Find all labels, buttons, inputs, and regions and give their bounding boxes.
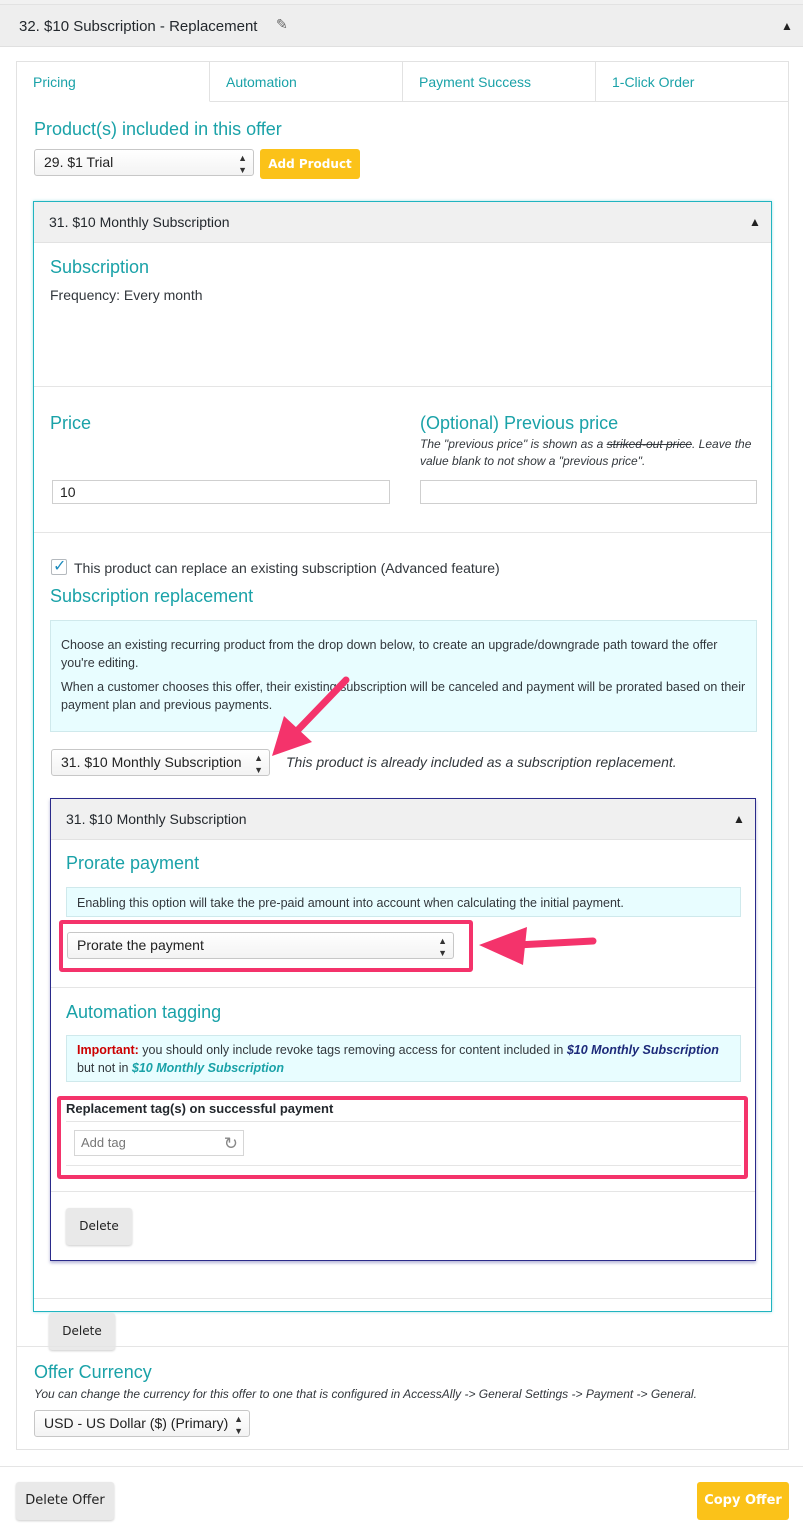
product-panel bbox=[33, 201, 772, 1338]
tab-automation[interactable]: Automation bbox=[210, 62, 403, 102]
replace-subscription-checkbox[interactable] bbox=[51, 559, 67, 575]
offer-tabs bbox=[17, 62, 788, 102]
pointer-arrow-icon bbox=[266, 672, 356, 762]
prorate-select[interactable] bbox=[67, 932, 454, 959]
tab-pricing[interactable]: Pricing bbox=[17, 62, 210, 102]
prorate-info-box bbox=[66, 887, 741, 917]
divider bbox=[66, 1121, 741, 1122]
divider bbox=[34, 386, 771, 387]
product-select-value: 29. $1 Trial bbox=[44, 154, 114, 170]
replacement-tags-label: Replacement tag(s) on successful payment bbox=[66, 1101, 334, 1116]
delete-replacement-button[interactable]: Delete bbox=[66, 1208, 132, 1245]
important-product-1: $10 Monthly Subscription bbox=[566, 1043, 719, 1057]
previous-price-input[interactable] bbox=[420, 480, 757, 504]
divider bbox=[0, 1466, 803, 1467]
collapse-offer-icon[interactable]: ▲ bbox=[781, 19, 793, 33]
replacement-panel-title: 31. $10 Monthly Subscription bbox=[66, 811, 247, 827]
offer-header[interactable] bbox=[0, 5, 803, 47]
important-label: Important: bbox=[77, 1043, 139, 1057]
previous-price-note: The "previous price" is shown as a striked-out price. Leave the value blank to not show a "previous price". bbox=[420, 437, 752, 468]
replacement-info-box bbox=[50, 620, 757, 732]
offer-editor bbox=[0, 4, 803, 1530]
replacement-info-line-1: Choose an existing recurring product from the drop down below, to create an upgrade/downgrade path toward the offer you're editing. bbox=[61, 638, 718, 670]
refresh-icon[interactable]: ↻ bbox=[223, 1134, 238, 1153]
tab-payment-success[interactable]: Payment Success bbox=[403, 62, 596, 102]
divider bbox=[17, 1346, 788, 1347]
replacement-heading: Subscription replacement bbox=[50, 586, 254, 606]
replacement-note: This product is already included as a subscription replacement. bbox=[286, 754, 677, 770]
select-arrows-icon: ▲ ▼ bbox=[438, 936, 447, 958]
important-info-box: Important: you should only include revoke tags removing access for content included in $10 Monthly Subscription but not in $10 Monthly Subscription bbox=[66, 1035, 741, 1082]
offer-tab-frame bbox=[16, 61, 789, 1450]
add-tag-input[interactable] bbox=[74, 1130, 244, 1156]
replacement-select-value: 31. $10 Monthly Subscription bbox=[61, 754, 242, 770]
select-arrows-icon: ▲ ▼ bbox=[254, 753, 263, 775]
important-product-2: $10 Monthly Subscription bbox=[131, 1061, 285, 1075]
select-arrows-icon: ▲ ▼ bbox=[238, 153, 247, 175]
currency-select-value: USD - US Dollar ($) (Primary) bbox=[44, 1415, 229, 1431]
currency-heading: Offer Currency bbox=[34, 1362, 152, 1382]
delete-product-button[interactable]: Delete bbox=[49, 1313, 115, 1350]
price-input[interactable]: 10 bbox=[52, 480, 390, 504]
delete-offer-button[interactable]: Delete Offer bbox=[16, 1482, 114, 1520]
product-panel-header[interactable] bbox=[34, 202, 771, 243]
add-tag-placeholder: Add tag bbox=[81, 1135, 126, 1150]
replacement-panel-header[interactable] bbox=[51, 799, 755, 840]
prorate-info-text: Enabling this option will take the pre-paid amount into account when calculating the initial payment. bbox=[77, 896, 624, 910]
add-product-button[interactable]: Add Product bbox=[260, 149, 360, 179]
currency-select[interactable] bbox=[34, 1410, 250, 1437]
prorate-select-value: Prorate the payment bbox=[77, 937, 204, 953]
frequency-text: Frequency: Every month bbox=[50, 287, 203, 303]
prorate-heading: Prorate payment bbox=[66, 853, 200, 873]
product-panel-title: 31. $10 Monthly Subscription bbox=[49, 214, 230, 230]
divider bbox=[34, 532, 771, 533]
previous-price-heading: (Optional) Previous price bbox=[420, 413, 619, 433]
replacement-product-panel bbox=[50, 798, 756, 1261]
price-heading: Price bbox=[50, 413, 92, 433]
automation-tagging-heading: Automation tagging bbox=[66, 1002, 222, 1022]
divider bbox=[51, 1191, 755, 1192]
product-select[interactable] bbox=[34, 149, 254, 176]
offer-title: 32. $10 Subscription - Replacement bbox=[19, 18, 258, 35]
replace-subscription-label: This product can replace an existing subscription (Advanced feature) bbox=[74, 560, 500, 576]
products-heading: Product(s) included in this offer bbox=[34, 119, 282, 139]
divider bbox=[34, 1298, 771, 1299]
tab-1-click-order[interactable]: 1-Click Order bbox=[596, 62, 788, 102]
select-arrows-icon: ▲ ▼ bbox=[234, 1414, 243, 1436]
replacement-select[interactable] bbox=[51, 749, 270, 776]
collapse-product-icon[interactable]: ▲ bbox=[749, 215, 761, 229]
subscription-heading: Subscription bbox=[50, 257, 150, 277]
divider bbox=[66, 1165, 741, 1166]
collapse-replacement-icon[interactable]: ▲ bbox=[733, 812, 745, 826]
currency-note: You can change the currency for this offer to one that is configured in AccessAlly -> General Settings -> Payment -> General. bbox=[34, 1387, 697, 1401]
pencil-icon[interactable]: ✎ bbox=[276, 16, 288, 32]
pointer-arrow-icon bbox=[475, 919, 599, 971]
replacement-info-line-2: When a customer chooses this offer, their existing subscription will be canceled and payment will be prorated based on their payment plan and previous payments. bbox=[61, 680, 746, 712]
copy-offer-button[interactable]: Copy Offer bbox=[697, 1482, 789, 1520]
checkmark-icon: ✓ bbox=[53, 558, 67, 575]
divider bbox=[51, 987, 755, 988]
